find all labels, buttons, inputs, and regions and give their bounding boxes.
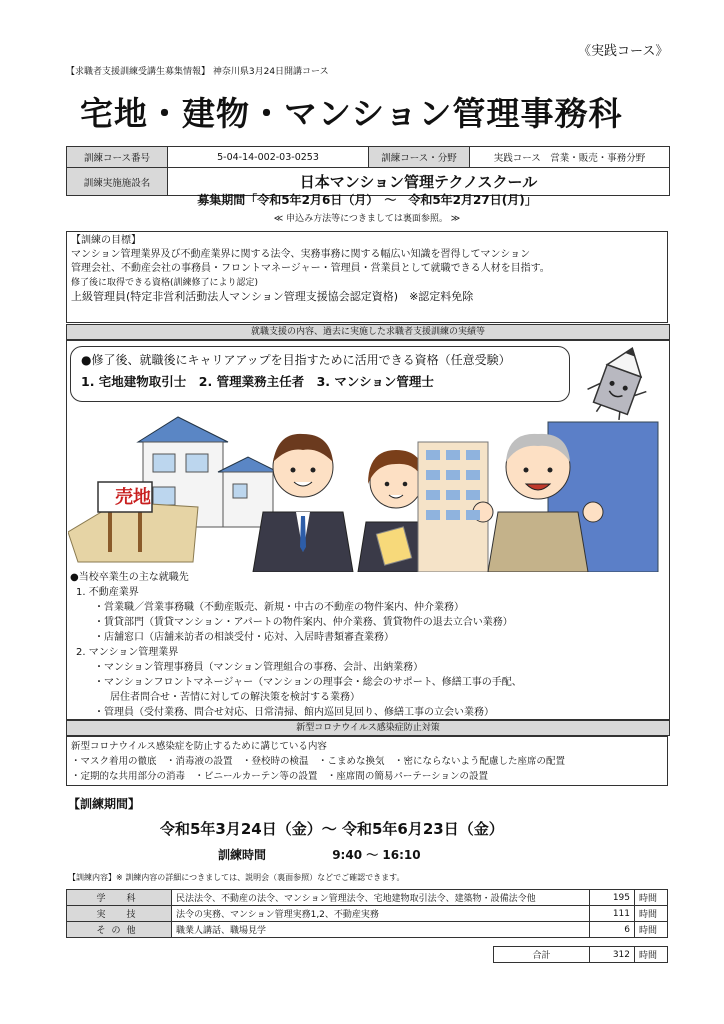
schedule-content: 法令の実務、マンション管理実務1,2、不動産実務 xyxy=(172,906,590,922)
training-hours-row xyxy=(218,846,618,863)
covid-measures xyxy=(66,736,668,786)
facility-value: 日本マンション管理テクノスクール xyxy=(299,173,538,191)
apartment-windows xyxy=(418,442,488,572)
qualification-box xyxy=(70,346,570,402)
table-row xyxy=(67,890,668,906)
total-label: 合計 xyxy=(494,947,590,963)
qualification-items: 1. 宅地建物取引士 2. 管理業務主任者 3. マンション管理士 xyxy=(81,374,434,389)
schedule-table xyxy=(66,889,668,938)
header-note: 【求職者支援訓練受講生募集情報】 神奈川県3月24日開講コース xyxy=(66,67,329,77)
course-tag: 《実践コース》 xyxy=(578,44,669,59)
schedule-content: 民法法令、不動産の法令、マンション管理法令、宅地建物取引法令、建築物・設備法令他 xyxy=(172,890,590,906)
career-item: ・賃貸部門（賃貸マンション・アパートの物件案内、仲介業務、賃貸物件の退去立合い業務） xyxy=(94,617,513,628)
code-value: 5-04-14-002-03-0253 xyxy=(168,147,369,167)
training-period: 令和5年3月24日（金）～ 令和5年6月23日（金） xyxy=(160,820,504,838)
field-value: 実践コース 営業・販売・事務分野 xyxy=(493,153,646,164)
code-label: 訓練コース番号 xyxy=(67,147,168,167)
schedule-unit: 時間 xyxy=(635,906,668,922)
schedule-category: その他 xyxy=(67,922,172,938)
covid-line-2: ・定期的な共用部分の消毒 ・ビニールカーテン等の設置 ・座席間の簡易パーテーションの設置 xyxy=(71,771,488,782)
table-row xyxy=(494,947,668,963)
course-info-table xyxy=(66,146,670,196)
total-unit: 時間 xyxy=(635,947,668,963)
total-table xyxy=(493,946,668,963)
schedule-category: 学 科 xyxy=(67,890,172,906)
recruit-period: 募集期間「令和5年2月6日（月） ～ 令和5年2月27日(月)」 xyxy=(197,193,537,207)
field-label: 訓練コース・分野 xyxy=(369,147,470,167)
covid-line-1: ・マスク着用の徹底 ・消毒液の設置 ・登校時の検温 ・こまめな換気 ・密にならないよう配慮した座席の配置 xyxy=(71,756,566,767)
table-row xyxy=(67,922,668,938)
career-item: ・管理員（受付業務、問合せ対応、日常清掃、館内巡回見回り、修繕工事の立会い業務） xyxy=(94,707,494,718)
career-heading: ●当校卒業生の主な就職先 xyxy=(70,572,189,583)
career-item: ・店舗窓口（店舗来訪者の相談受付・応対、入居時書類審査業務） xyxy=(94,632,394,643)
schedule-hours: 195 xyxy=(590,890,635,906)
schedule-content: 職業人講話、職場見学 xyxy=(172,922,590,938)
goal-text-1: マンション管理業界及び不動産業界に関する法令、実務事務に関する幅広い知識を習得してマンション xyxy=(71,249,531,260)
goal-heading: 【訓練の目標】 xyxy=(71,235,141,246)
schedule-unit: 時間 xyxy=(635,922,668,938)
schedule-category: 実 技 xyxy=(67,906,172,922)
career-item: 居住者問合せ・苦情に対しての解決策を検討する業務） xyxy=(110,692,360,703)
qualification-heading: ●修了後、就職後にキャリアアップを目指すために活用できる資格（任意受験） xyxy=(81,353,511,367)
recruit-note: ≪ 申込み方法等につきましては裏面参照。 ≫ xyxy=(273,214,461,224)
pencil-mascot-icon xyxy=(580,342,660,422)
facility-label: 訓練実施施設名 xyxy=(67,168,168,195)
career-item: ・営業職／営業事務職（不動産販売、新規・中古の不動産の物件案内、仲介業務） xyxy=(94,602,464,613)
training-goal xyxy=(66,231,668,323)
cert-heading: 修了後に取得できる資格(訓練修了により認定) xyxy=(71,278,259,288)
goal-text-2: 管理会社、不動産会社の事務員・フロントマネージャー・管理員・営業員として就職できる人材を目指す。 xyxy=(71,263,550,274)
training-hours-label: 訓練時間 xyxy=(218,848,267,862)
career-item: ・マンションフロントマネージャー（マンションの理事会・総会のサポート、修繕工事の手配、 xyxy=(94,677,522,688)
table-row xyxy=(67,906,668,922)
career-item: ・マンション管理事務員（マンション管理組合の事務、会計、出納業務） xyxy=(94,662,424,673)
schedule-hours: 111 xyxy=(590,906,635,922)
cert-value: 上級管理員(特定非営利活動法人マンション管理支援協会認定資格) ※認定料免除 xyxy=(71,290,474,303)
career-list xyxy=(70,570,522,720)
training-period-label: 【訓練期間】 xyxy=(68,797,141,811)
land-sign-label: 売地 xyxy=(115,487,151,508)
support-banner: 就職支援の内容、過去に実施した求職者支援訓練の実績等 xyxy=(66,324,670,340)
covid-heading: 新型コロナウイルス感染症を防止するために講じている内容 xyxy=(71,741,327,752)
total-hours: 312 xyxy=(590,947,635,963)
career-category-2: 2. マンション管理業界 xyxy=(76,647,179,658)
covid-banner: 新型コロナウイルス感染症防止対策 xyxy=(66,720,670,736)
schedule-hours: 6 xyxy=(590,922,635,938)
schedule-unit: 時間 xyxy=(635,890,668,906)
career-category-1: 1. 不動産業界 xyxy=(76,587,139,598)
schedule-note: 【訓練内容】※ 訓練内容の詳細につきましては、説明会（裏面参照）などでご確認できます。 xyxy=(68,873,405,882)
page-title: 宅地・建物・マンション管理事務科 xyxy=(80,94,623,133)
training-hours: 9:40 ～ 16:10 xyxy=(332,848,421,862)
